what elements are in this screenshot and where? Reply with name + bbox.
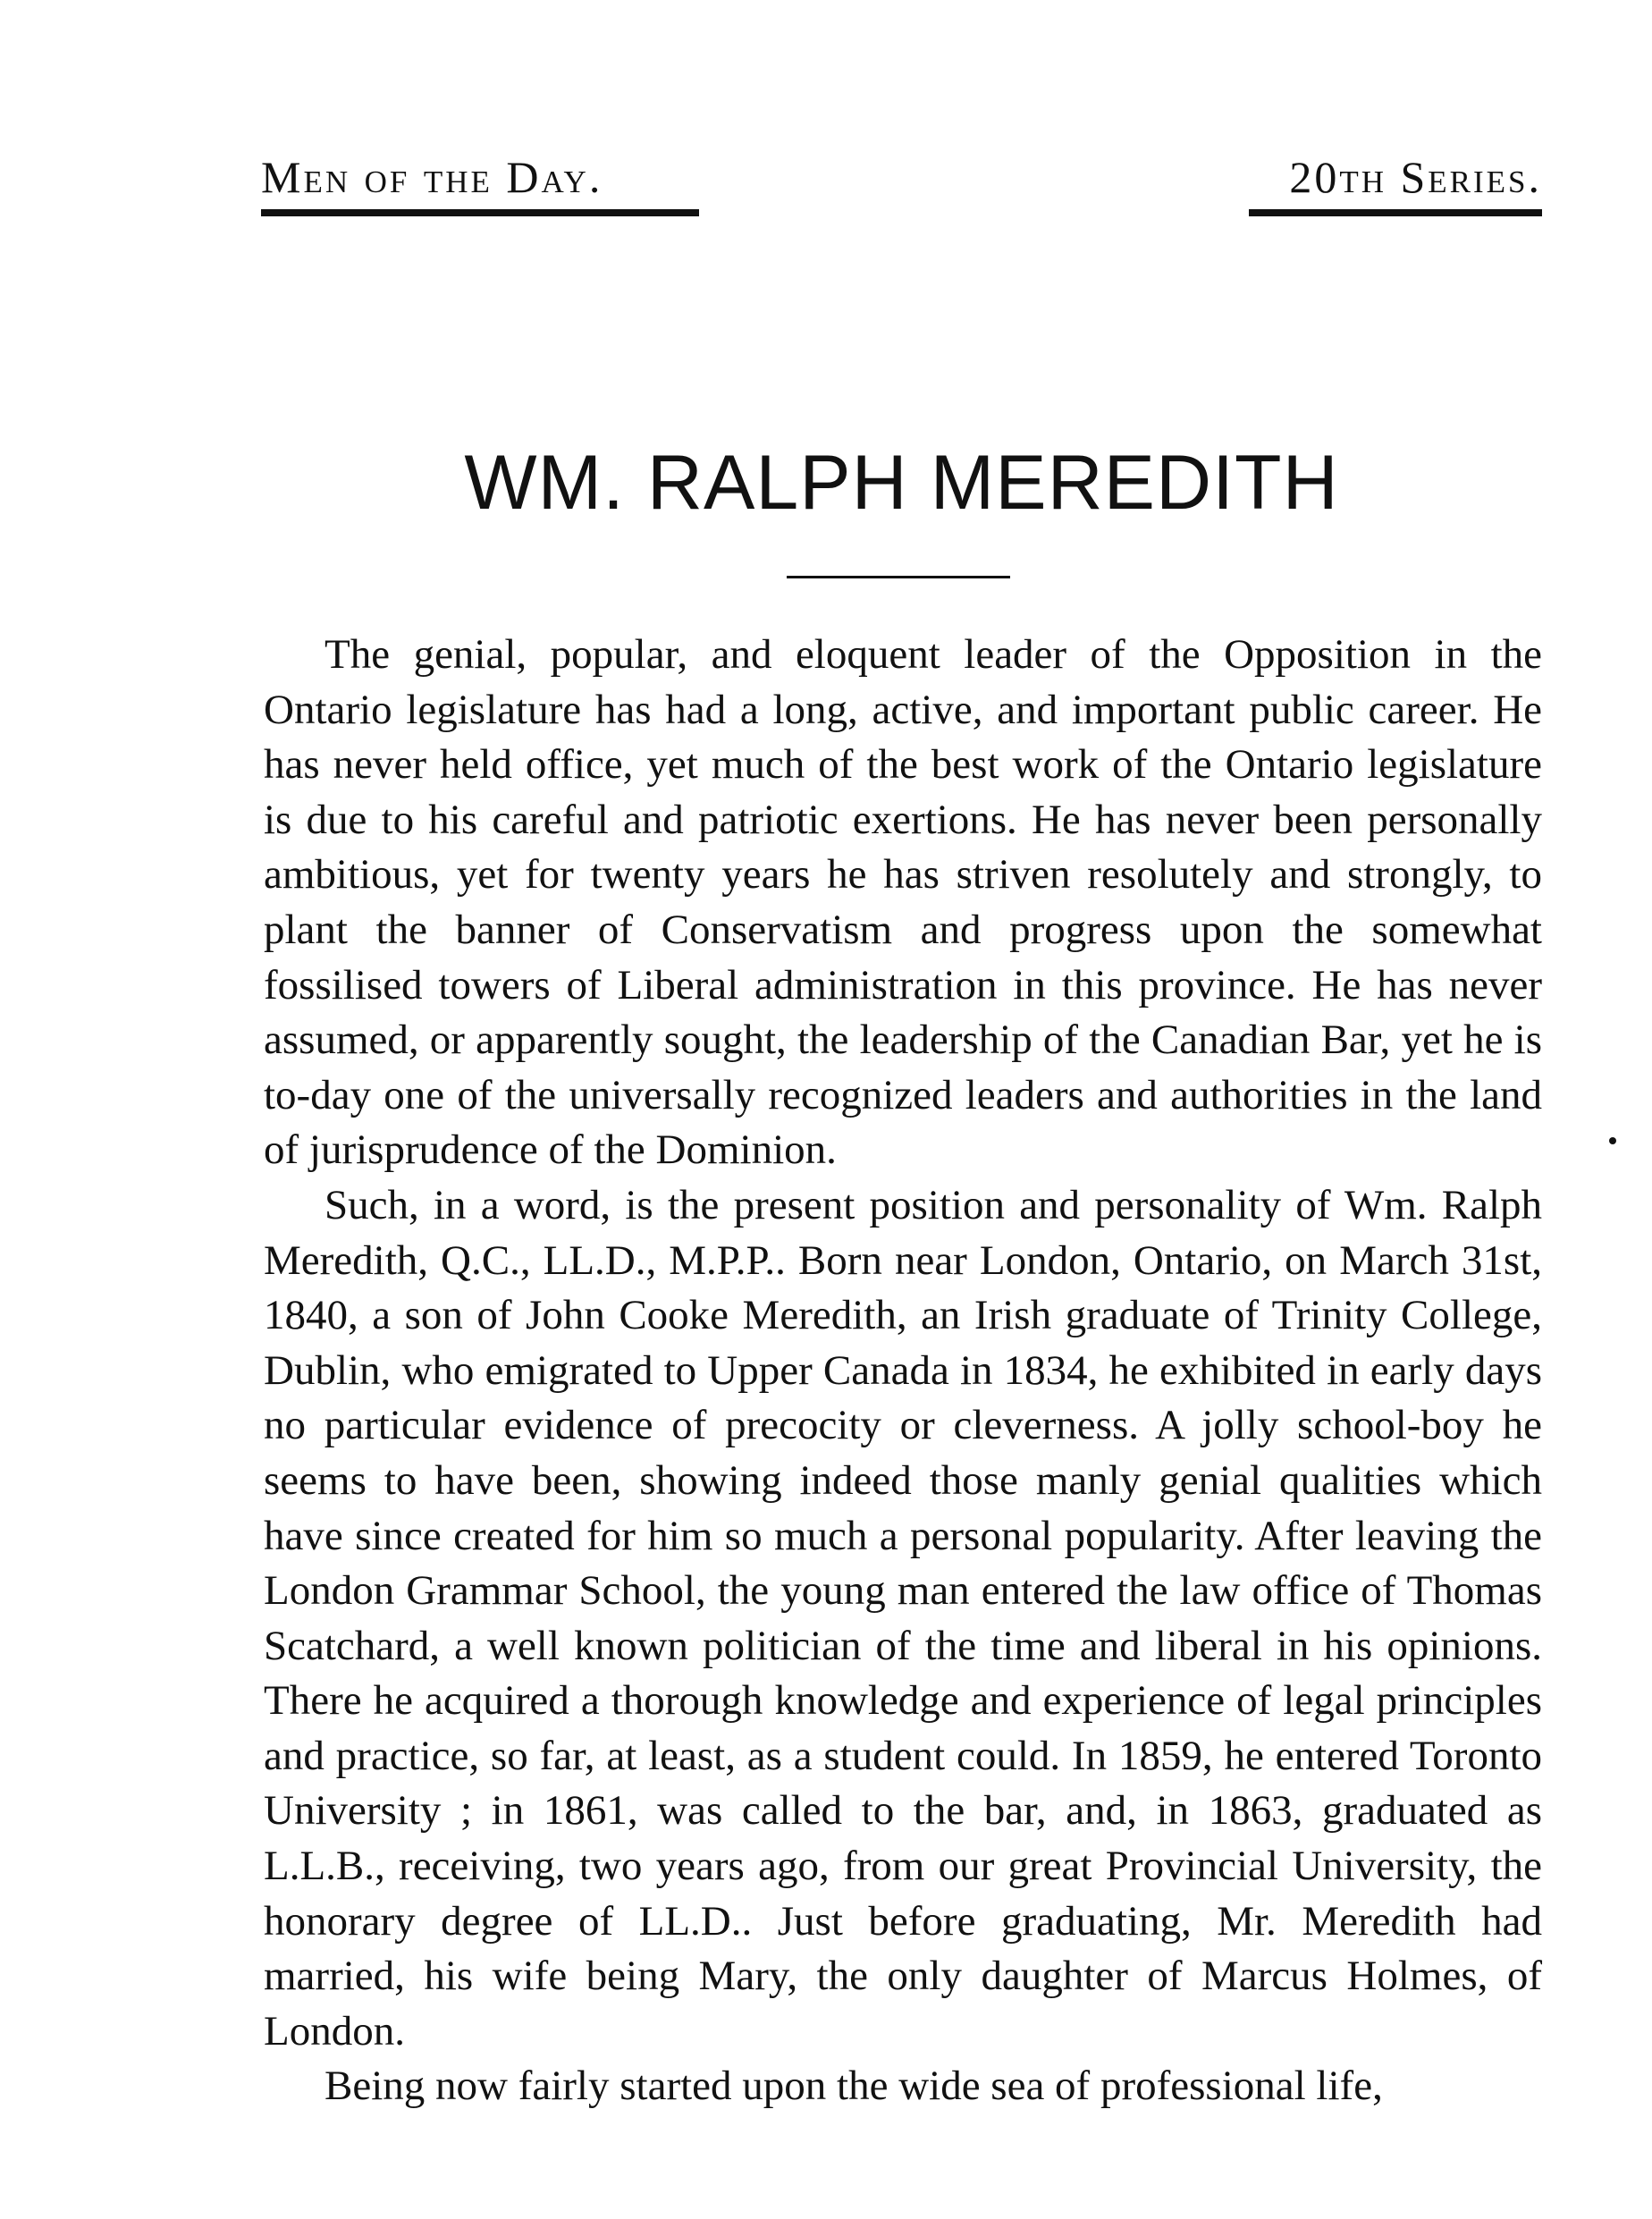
running-head-right-rule (1249, 209, 1542, 216)
stray-mark (1609, 1137, 1616, 1144)
paragraph-2: Such, in a word, is the present position and personality of Wm. Ralph Meredith, Q.C., LL.D., M.P.P.. Born near London, Ontario, on March 31st, 1840, a son of John Cooke Meredith, an Irish graduate of Trinity College, Dublin, who emigrated to Upper Canada in 1834, he exhibited in early days no particular evidence of precocity or cleverness. A jolly school-boy he seems to have been, showing indeed those manly genial qualities which have since created for him so much a personal popularity. After leaving the London Grammar School, the young man entered the law office of Thomas Scatchard, a well known politician of the time and liberal in his opinions. There he acquired a thorough knowledge and experience of legal principles and practice, so far, at least, as a student could. In 1859, he entered Toronto University ; in 1861, was called to the bar, and, in 1863, graduated as L.L.B., receiving, two years ago, from our great Provincial University, the honorary degree of LL.D.. Just before graduating, Mr. Meredith had married, his wife being Mary, the only daughter of Marcus Holmes, of London. (264, 1181, 1542, 2054)
body-text (264, 628, 1542, 2114)
paragraph-1: The genial, popular, and eloquent leader of the Opposition in the Ontario legislature has had a long, active, and important public career. He has never held office, yet much of the best work of the Ontario legislature is due to his careful and patriotic exertions. He has never been personally ambitious, yet for twenty years he has striven resolutely and strongly, to plant the banner of Conservatism and progress upon the somewhat fossilised towers of Liberal administration in this province. He has never assumed, or apparently sought, the leadership of the Canadian Bar, yet he is to-day one of the universally recognized leaders and authorities in the land of jurisprudence of the Dominion. (264, 631, 1542, 1174)
running-head (261, 150, 1542, 222)
running-head-left: Men of the Day. (261, 152, 603, 202)
page-title: WM. RALPH MEREDITH (464, 440, 1339, 526)
paragraph-3: Being now fairly started upon the wide sea of professional life, (324, 2063, 1383, 2110)
running-head-right: 20th Series. (1289, 152, 1542, 202)
running-head-left-rule (261, 209, 699, 216)
title-rule (787, 576, 1010, 578)
